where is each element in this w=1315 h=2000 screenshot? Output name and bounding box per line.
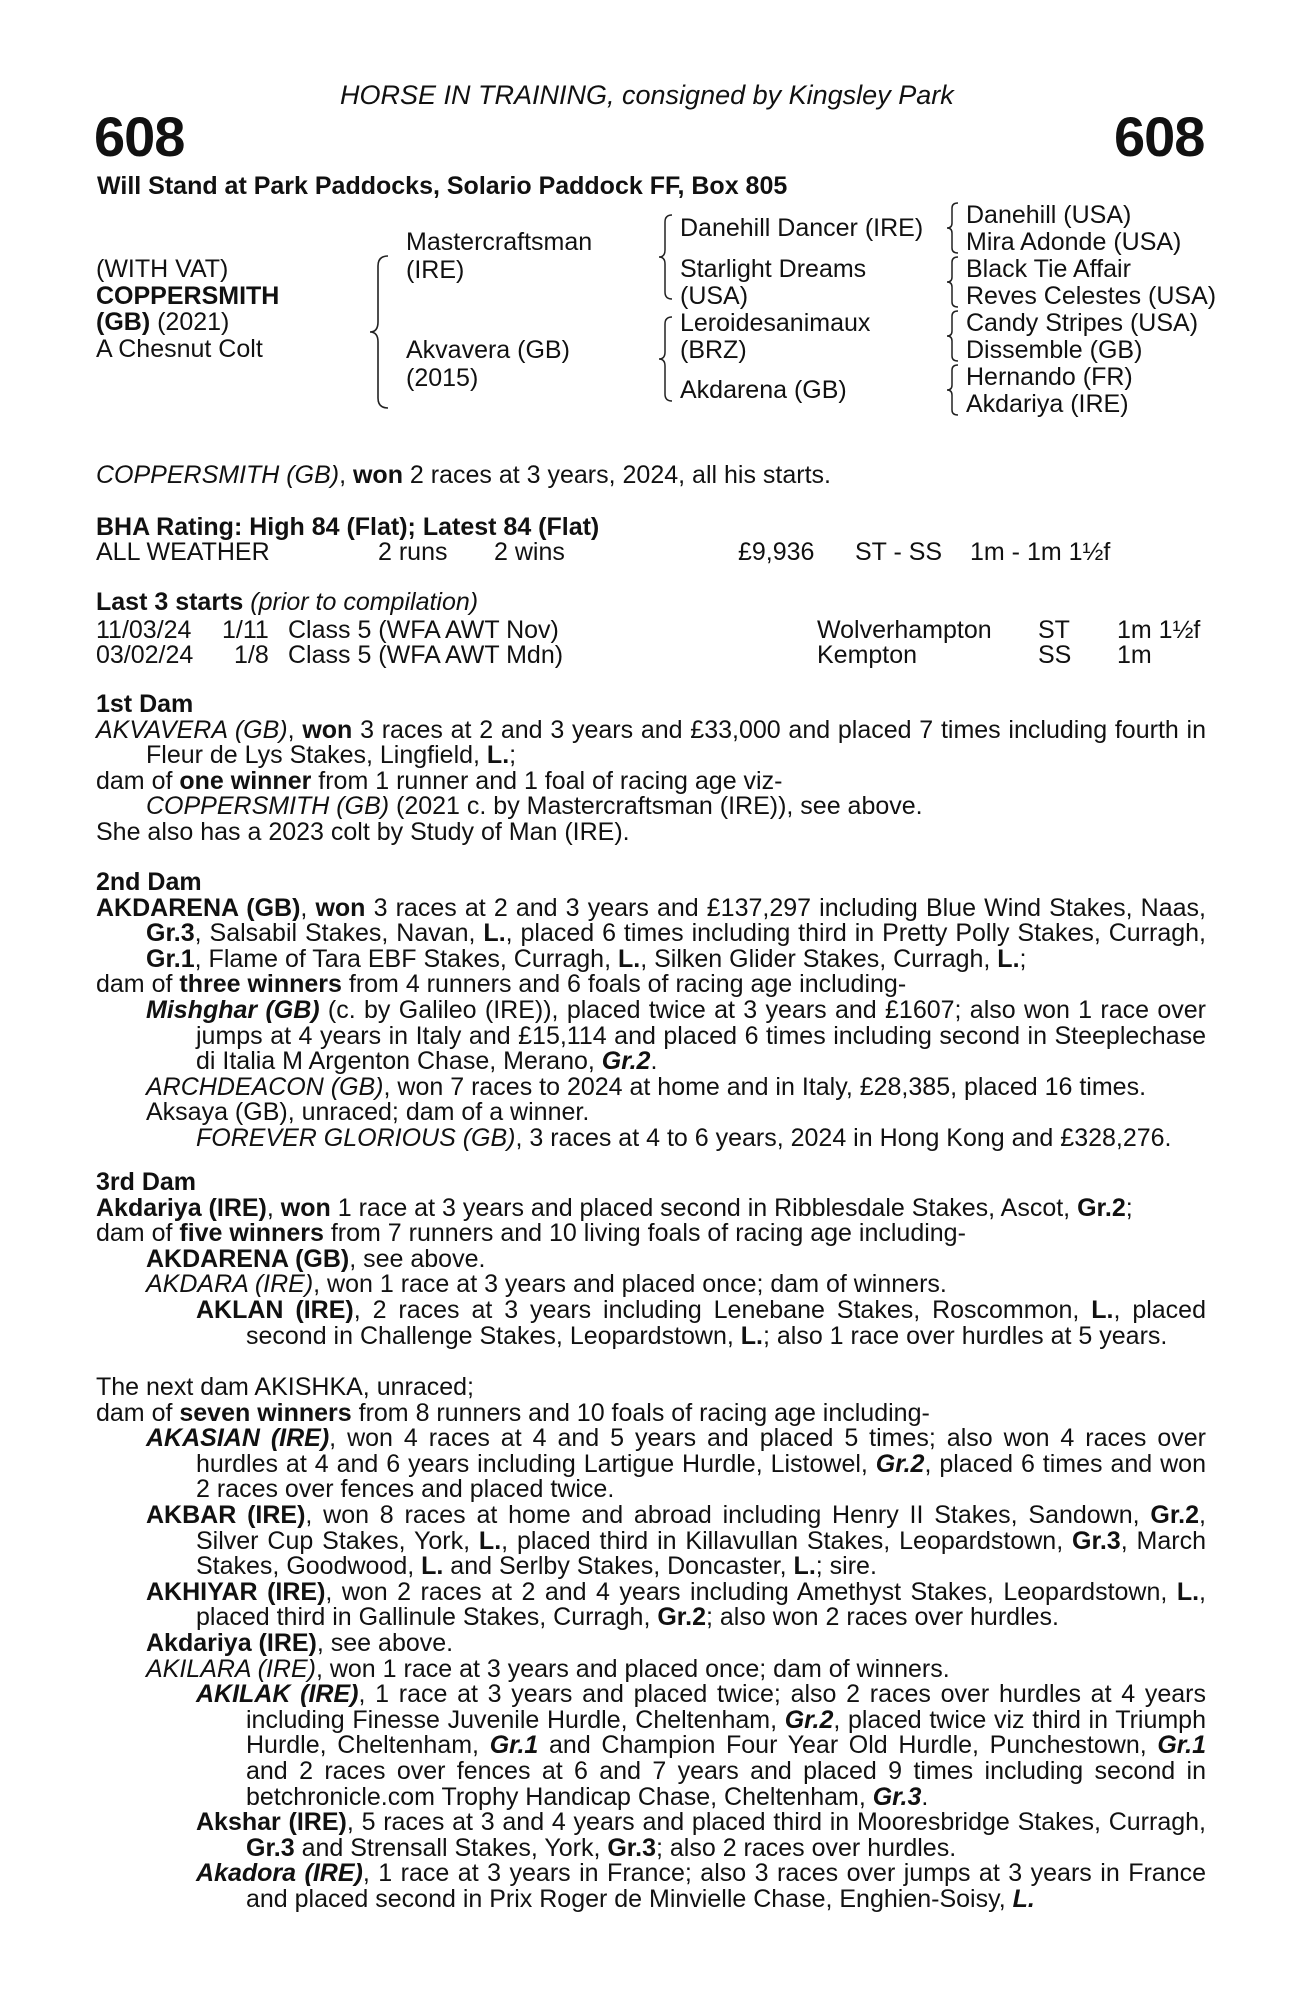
sire-country: (IRE) [406,256,465,284]
third-dam-section [96,1170,1206,1349]
second-dam-section [96,870,1206,1152]
lot-number-left: 608 [94,105,185,168]
next-dam-offspring: Akdariya (IRE), see above. [146,1628,454,1657]
second-dam-heading: 2nd Dam [96,868,202,896]
sire-dam-sire: Black Tie Affair [966,255,1131,283]
start-position: 1/11 [222,616,269,644]
dam-sire-sire: Candy Stripes (USA) [966,309,1199,337]
brace-g3-2 [944,254,960,310]
start-date: 03/02/24 [96,641,194,669]
dam-year: (2015) [406,364,479,392]
second-dam-offspring: Aksaya (GB), unraced; dam of a winner. [146,1098,590,1127]
next-dam-grand-offspring: AKILAK (IRE), 1 race at 3 years and placed twice; also 2 races over hurdles at 4 years including Finesse Juvenile Hurdle, Cheltenham, Gr.2, placed twice viz third in Triumph Hurdle, Cheltenham, Gr.1 and Champion Four Year Old Hurdle, Punchestown, Gr.1 and 2 races over fences at 6 and 7 years and placed 9 times including second in betchronicle.com Trophy Handicap Chase, Cheltenham, Gr.3. [196,1680,1207,1811]
start-surface: SS [1038,641,1072,669]
dam-name: Akvavera (GB) [406,336,570,364]
horse-name: COPPERSMITH [96,282,280,310]
start-race: Class 5 (WFA AWT Nov) [288,616,559,644]
horse-country-year: (GB) (2021) [96,308,230,336]
start-distance: 1m 1½f [1117,616,1201,644]
sire-parents-brace [656,212,674,302]
second-dam-record: AKDARENA (GB), won 3 races at 2 and 3 years and £137,297 including Blue Wind Stakes, Naas, Gr.3, Salsabil Stakes, Navan, L., placed 6 times including third in Pretty Polly Stakes, Curragh, Gr.1, Flame of Tara EBF Stakes, Curragh, L., Silken Glider Stakes, Curragh, L.; [96,893,1206,973]
third-dam-record: Akdariya (IRE), won 1 race at 3 years and placed second in Ribblesdale Stakes, Ascot, Gr.2; [96,1193,1133,1222]
start-distance: 1m [1117,641,1152,669]
first-dam-offspring: COPPERSMITH (GB) (2021 c. by Mastercraftsman (IRE)), see above. [146,792,923,821]
sire-sire-sire: Danehill (USA) [966,201,1132,229]
first-dam-section [96,692,1206,846]
next-dam-offspring: AKHIYAR (IRE), won 2 races at 2 and 4 years including Amethyst Stakes, Leopardstown, L., placed third in Gallinule Stakes, Curragh, Gr.2; also won 2 races over hurdles. [146,1577,1206,1632]
record-going: ST - SS [855,538,943,566]
second-dam-produce: dam of three winners from 4 runners and 6 foals of racing age including- [96,970,907,999]
dam-dam: Akdarena (GB) [680,376,847,404]
third-dam-offspring: AKDARENA (GB), see above. [146,1244,486,1273]
stand-location: Will Stand at Park Paddocks, Solario Paddock FF, Box 805 [97,172,788,200]
brace-g3-4 [944,362,960,418]
second-dam-offspring: Mishghar (GB) (c. by Galileo (IRE)), placed twice at 3 years and £1607; also won 1 race over jumps at 4 years in Italy and £15,114 and placed 6 times including second in Steeplechase di Italia M Argenton Chase, Merano, Gr.2. [146,995,1207,1076]
start-position: 1/8 [234,641,269,669]
next-dam-intro: The next dam AKISHKA, unraced; [96,1373,474,1401]
next-dam-offspring: AKILARA (IRE), won 1 race at 3 years and placed once; dam of winners. [146,1654,950,1683]
record-runs: 2 runs [378,538,448,566]
third-dam-grand-offspring: AKLAN (IRE), 2 races at 3 years including Lenebane Stakes, Roscommon, L., placed second in Challenge Stakes, Leopardstown, L.; also 1 race over hurdles at 5 years. [196,1295,1206,1350]
start-race: Class 5 (WFA AWT Mdn) [288,641,564,669]
first-dam-heading: 1st Dam [96,690,194,718]
brace-g3-1 [944,200,960,256]
consignment-line: HORSE IN TRAINING, consigned by Kingsley Park [340,80,954,110]
first-dam-produce: dam of one winner from 1 runner and 1 foal of racing age viz- [96,766,783,795]
dam-sire-line2: (BRZ) [680,336,747,364]
first-dam-record: AKVAVERA (GB), won 3 races at 2 and 3 years and £33,000 and placed 7 times including fourth in Fleur de Lys Stakes, Lingfield, L.; [96,715,1206,770]
sire-dam-line1: Starlight Dreams [680,255,867,283]
vat-note: (WITH VAT) [96,255,229,283]
brace-g3-3 [944,308,960,364]
record-surface: ALL WEATHER [96,538,270,566]
start-date: 11/03/24 [96,616,192,644]
last-starts-heading: Last 3 starts (prior to compilation) [96,588,479,616]
start-course: Kempton [817,641,918,669]
sire-name: Mastercraftsman [406,228,593,256]
next-dam-offspring: AKBAR (IRE), won 8 races at home and abroad including Henry II Stakes, Sandown, Gr.2, Silver Cup Stakes, York, L., placed third in Killavullan Stakes, Leopardstown, Gr.3, March Stakes, Goodwood, L. and Serlby Stakes, Doncaster, L.; sire. [146,1500,1206,1581]
next-dam-grand-offspring: Akadora (IRE), 1 race at 3 years in France; also 3 races over jumps at 3 years in France and placed second in Prix Roger de Minvielle Chase, Enghien-Soisy, L. [196,1859,1207,1913]
horse-description: A Chesnut Colt [96,335,263,363]
next-dam-section [96,1375,1206,1912]
dam-sire-dam: Dissemble (GB) [966,336,1143,364]
second-dam-grand-offspring: FOREVER GLORIOUS (GB), 3 races at 4 to 6 years, 2024 in Hong Kong and £328,276. [196,1123,1172,1152]
record-prize: £9,936 [738,538,815,566]
next-dam-produce: dam of seven winners from 8 runners and 10 foals of racing age including- [96,1398,930,1427]
dam-dam-sire: Hernando (FR) [966,363,1133,391]
record-distance: 1m - 1m 1½f [970,538,1111,566]
start-course: Wolverhampton [817,616,992,644]
next-dam-grand-offspring: Akshar (IRE), 5 races at 3 and 4 years and placed third in Mooresbridge Stakes, Curragh, Gr.3 and Strensall Stakes, York, Gr.3; also 2 races over hurdles. [196,1808,1206,1862]
dam-parents-brace [656,314,674,404]
third-dam-produce: dam of five winners from 7 runners and 10 living foals of racing age including- [96,1219,966,1248]
next-dam-offspring: AKASIAN (IRE), won 4 races at 4 and 5 years and placed 5 times; also won 4 races over hurdles at 4 and 6 years including Lartigue Hurdle, Listowel, Gr.2, placed 6 times and won 2 races over fences and placed twice. [146,1424,1206,1504]
sire-dam-brace [366,252,390,412]
dam-dam-dam: Akdariya (IRE) [966,390,1129,418]
sire-dam-dam: Reves Celestes (USA) [966,282,1217,310]
third-dam-offspring: AKDARA (IRE), won 1 race at 3 years and placed once; dam of winners. [146,1270,947,1299]
race-summary: COPPERSMITH (GB), won 2 races at 3 years, 2024, all his starts. [96,461,831,489]
third-dam-heading: 3rd Dam [96,1168,197,1196]
dam-sire-line1: Leroidesanimaux [680,309,871,337]
second-dam-offspring: ARCHDEACON (GB), won 7 races to 2024 at home and in Italy, £28,385, placed 16 times. [146,1072,1147,1101]
sire-dam-line2: (USA) [680,282,749,310]
sire-sire-dam: Mira Adonde (USA) [966,228,1182,256]
first-dam-note: She also has a 2023 colt by Study of Man (IRE). [96,817,630,846]
record-wins: 2 wins [494,538,565,566]
lot-number-right: 608 [1114,105,1205,168]
sire-sire: Danehill Dancer (IRE) [680,214,924,242]
bha-rating-heading: BHA Rating: High 84 (Flat); Latest 84 (Flat) [96,513,600,541]
start-surface: ST [1038,616,1070,644]
